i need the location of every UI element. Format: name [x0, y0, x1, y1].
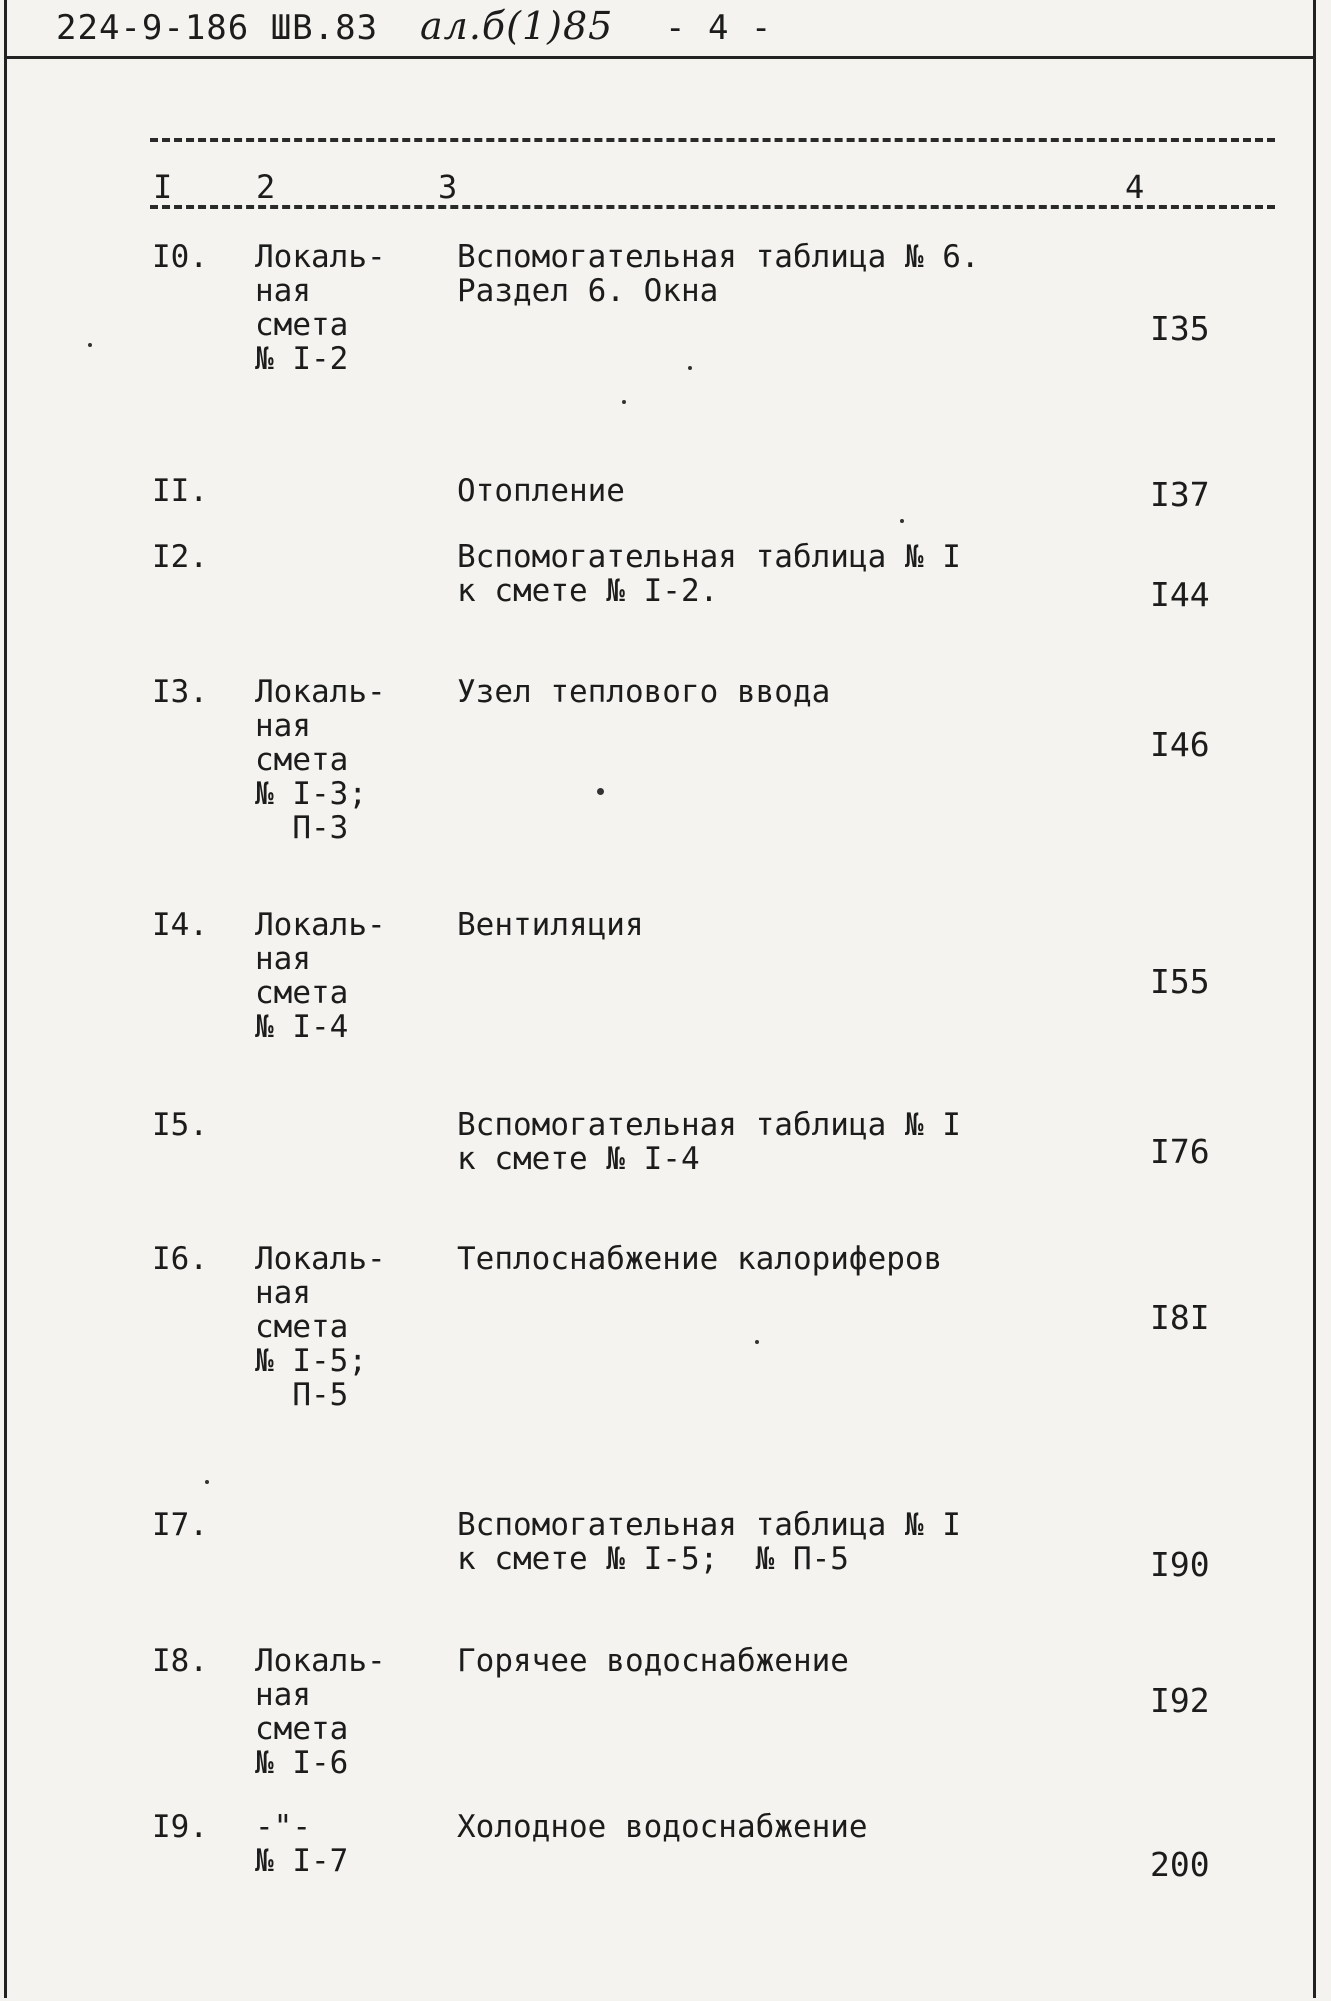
entry-number: I2. [152, 539, 208, 575]
page-number: - 4 - [665, 8, 773, 48]
entry-number: I6. [152, 1241, 208, 1277]
entry-page: I46 [1150, 725, 1210, 764]
entry-title: Теплоснабжение калориферов [457, 1241, 943, 1277]
scan-speck [597, 788, 604, 795]
entry-title: Вспомогательная таблица № I к смете № I-2. [457, 539, 961, 609]
entry-number: I8. [152, 1643, 208, 1679]
entry-number: I3. [152, 674, 208, 710]
entry-document: Локаль- ная смета № I-3; П-3 [255, 674, 386, 846]
entry-number: I0. [152, 239, 208, 275]
table-top-rule [150, 138, 1275, 142]
entry-title: Холодное водоснабжение [457, 1809, 868, 1845]
entry-title: Горячее водоснабжение [457, 1643, 849, 1679]
entry-document: Локаль- ная смета № I-4 [255, 907, 386, 1045]
column-header-4: 4 [1125, 168, 1145, 206]
scan-speck [755, 1340, 759, 1344]
entry-title: Отопление [457, 473, 625, 509]
entry-title: Узел теплового ввода [457, 674, 831, 710]
entry-page: I55 [1150, 962, 1210, 1001]
header-rule [4, 56, 1316, 59]
entry-page: I90 [1150, 1545, 1210, 1584]
handwritten-annotation: ал.б(1)85 [420, 4, 614, 48]
column-header-2: 2 [256, 168, 276, 206]
column-header-1: I [153, 168, 173, 206]
entry-number: II. [152, 473, 208, 509]
entry-page: I76 [1150, 1132, 1210, 1171]
entry-document: Локаль- ная смета № I-5; П-5 [255, 1241, 386, 1413]
entry-number: I7. [152, 1507, 208, 1543]
entry-page: I35 [1150, 309, 1210, 348]
entry-page: I44 [1150, 575, 1210, 614]
entry-document: Локаль- ная смета № I-6 [255, 1643, 386, 1781]
entry-title: Вспомогательная таблица № I к смете № I-5; № П-5 [457, 1507, 961, 1577]
scan-speck [205, 1480, 209, 1484]
entry-number: I4. [152, 907, 208, 943]
scan-speck [622, 400, 626, 404]
entry-number: I5. [152, 1107, 208, 1143]
document-code: 224-9-186 ШВ.83 [56, 8, 379, 48]
entry-title: Вентиляция [457, 907, 644, 943]
entry-number: I9. [152, 1809, 208, 1845]
scan-speck [88, 343, 92, 347]
entry-document: Локаль- ная смета № I-2 [255, 239, 386, 377]
column-header-3: 3 [438, 168, 458, 206]
entry-page: 200 [1150, 1845, 1210, 1884]
scan-speck [688, 366, 692, 370]
entry-title: Вспомогательная таблица № 6. Раздел 6. Окна [457, 239, 980, 309]
entry-document: -"- № I-7 [255, 1809, 349, 1879]
scan-speck [900, 519, 904, 523]
entry-page: I92 [1150, 1681, 1210, 1720]
entry-page: I8I [1150, 1298, 1210, 1337]
column-header-rule [150, 205, 1275, 209]
entry-page: I37 [1150, 475, 1210, 514]
entry-title: Вспомогательная таблица № I к смете № I-4 [457, 1107, 961, 1177]
